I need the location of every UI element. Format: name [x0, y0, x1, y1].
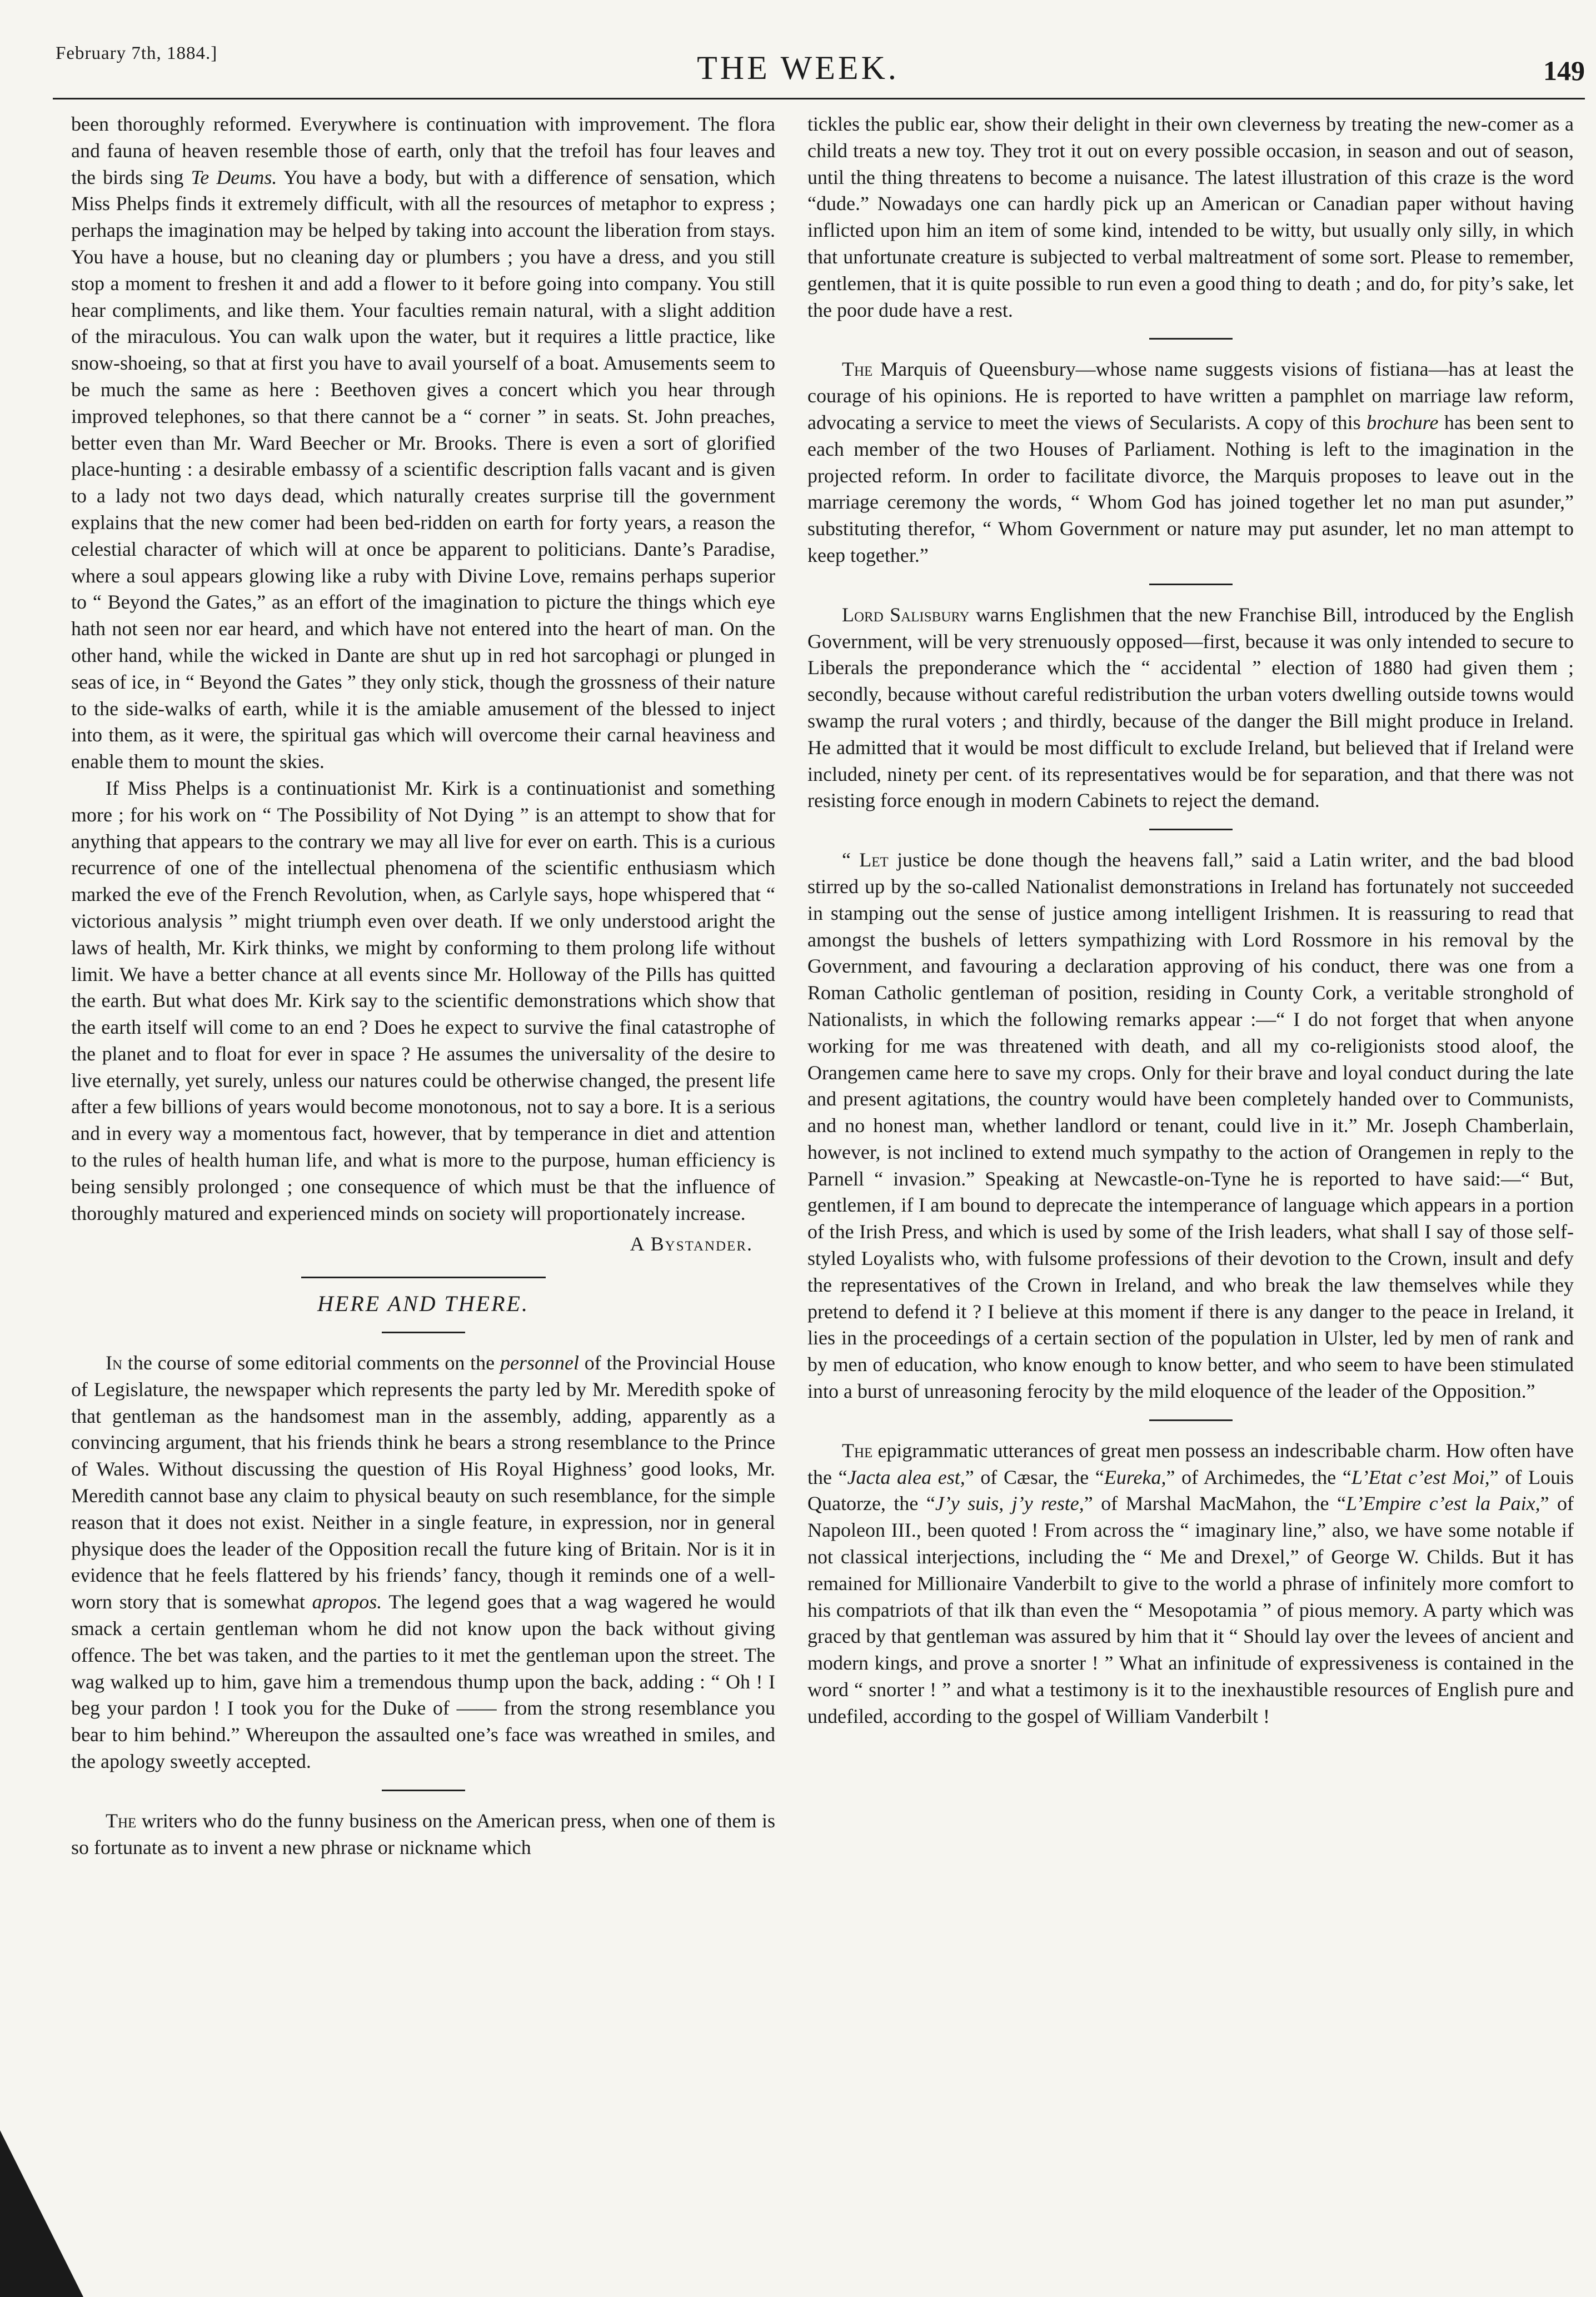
item-divider — [1149, 338, 1233, 340]
page-number: 149 — [1543, 55, 1585, 86]
issue-date: February 7th, 1884.] — [56, 43, 218, 63]
page-header — [0, 0, 1596, 106]
page-edge-shadow — [0, 2130, 83, 2297]
section-divider — [301, 1277, 546, 1278]
item-divider — [1149, 584, 1233, 585]
item-divider — [1149, 1419, 1233, 1421]
dude-item-start: The writers who do the funny business on the American press, when one of them is so fortunate as to invent a new phrase or nickname which — [71, 1809, 775, 1858]
justice-item: “ Let justice be done though the heavens fall,” said a Latin writer, and the bad blood stirred up by the so-called Nationalist demonstrations in Ireland has fortunately not succeeded in stamping out the sense of justice among intelligent Irishmen. It is reassuring to read that amongst the bushels of letters sympathizing with Lord Rossmore in his removal by the Government, and favouring a declaration approving of his conduct, there was one from a Roman Catholic gentleman of position, residing in County Cork, a veritable stronghold of Nationalists, in which the following remarks appear :—“ I do not forget that when anyone working for me was threatened with death, and all my co-religionists stood aloof, the Orangemen came here to save my crops. Only for their brave and loyal conduct during the late and present agitations, the country would have been completely handed over to Communists, and no honest man, whether landlord or tenant, could live in it.” Mr. Joseph Chamberlain, however, is not inclined to extend much sympathy to the action of Orangemen in reply to the Parnell “ invasion.” Speaking at Newcastle-on-Tyne he is reported to have said:—“ But, gentlemen, if I am bound to deprecate the intemperance of language which appears in a portion of the Irish Press, and which is used by some of the Irish leaders, what shall I say of those self-styled Loyalists who, with fulsome professions of their devotion to the Crown, insult and defy the representatives of the Crown in Ireland, and who break the law themselves while they pretend to defend it ? I believe at this moment if there is any danger to the peace in Ireland, it lies in the proceedings of a certain section of the population in Ulster, led by men of rank and by men of education, who know enough to know better, and who seem to have been stimulated into a burst of unreasoning ferocity by the mild eloquence of the leader of the Opposition.” — [807, 849, 1574, 1403]
dude-item-continuation: tickles the public ear, show their delight in their own cleverness by treating the new-comer as a child treats a new toy. They trot it out on every possible occasion, in season and out of season, until the thing threatens to become a nuisance. The latest illustration of this craze is the word “dude.” Nowadays one can hardly pick up an American or Canadian paper without having inflicted upon him an item of some kind, intended to be witty, but usually only silly, in which that unfortunate creature is subjected to verbal maltreatment of some sort. Please to remember, gentlemen, that it is quite possible to run even a good thing to death ; and do, for pity’s sake, let the poor dude have a rest. — [807, 113, 1574, 321]
bystander-signature: A Bystander. — [630, 1233, 753, 1255]
right-column — [807, 111, 1574, 1730]
item-divider — [382, 1332, 465, 1333]
left-column — [71, 111, 775, 1861]
meredith-item: In the course of some editorial comments on the personnel of the Provincial House of Legislature, the newspaper which represents the party led by Mr. Meredith spoke of that gentleman as the handsomest man in the assembly, adding, apparently as a convincing argument, that his friends think he bears a strong resemblance to the Prince of Wales. Without discussing the question of His Royal Highness’ good looks, Mr. Meredith cannot base any claim to physical beauty on such resemblance, for the simple reason that it does not exist. Neither in a single feature, in expression, nor in general physique does the leader of the Opposition recall the future king of Britain. Nor is it in evidence that he feels flattered by his friends’ fancy, though it reminds one of a well-worn story that is somewhat apropos. The legend goes that a wag wagered he would smack a certain gentleman whom he did not know upon the back without giving offence. The bet was taken, and the parties to it met the gentleman upon the street. The wag walked up to him, gave him a tremendous thump upon the back, adding : “ Oh ! I beg your pardon ! I took you for the Duke of —— from the strong resemblance you bear to him behind.” Whereupon the assaulted one’s face was wreathed in smiles, and the apology sweetly accepted. — [71, 1352, 776, 1773]
bystander-paragraph-1: been thoroughly reformed. Everywhere is continuation with improvement. The flora and fauna of heaven resemble those of earth, only that the trefoil has four leaves and the birds sing Te Deums. You have a body, but with a difference of sensation, which Miss Phelps finds it extremely difficult, with all the resources of metaphor to express ; perhaps the imagination may be helped by taking into account the liberation from stays. You have a house, but no cleaning day or plumbers ; you have a dress, and you still stop a moment to freshen it and add a flower to it before going into company. You still hear compliments, and like them. Your faculties remain natural, with a slight addition of the miraculous. You can walk upon the water, but it requires a little practice, like snow-shoeing, so that at first you have to avail yourself of a boat. Amusements seem to be much the same as here : Beethoven gives a concert which you hear through improved telephones, so that there cannot be a “ corner ” in seats. St. John preaches, better even than Mr. Ward Beecher or Mr. Brooks. There is even a sort of glorified place-hunting : a desirable embassy of a scientific description falls vacant and is given to a lady not two days dead, which naturally creates surprise till the government explains that the new comer had been bed-ridden on earth for forty years, a reason the celestial character of which will at once be apparent to politicians. Dante’s Paradise, where a soul appears glowing like a ruby with Divine Love, remains perhaps superior to “ Beyond the Gates,” as an effort of the imagination to picture the things which eye hath not seen nor ear heard, and which have not entered into the heart of man. On the other hand, while the wicked in Dante are shut up in red hot sarcophagi or plunged in seas of ice, in “ Beyond the Gates ” they only stick, though the grossness of their nature to the side-walks of earth, while it is the amiable amusement of the blessed to inject into them, as it were, the spiritual gas which will overcome their carnal heaviness and enable them to mount the skies. — [71, 113, 776, 773]
epigrams-item: The epigrammatic utterances of great men possess an indescribable charm. How often have the “Jacta alea est,” of Cæsar, the “Eureka,” of Archimedes, the “L’Etat c’est Moi,” of Louis Quatorze, the “J’y suis, j’y reste,” of Marshal MacMahon, the “L’Empire c’est la Paix,” of Napoleon III., been quoted ! From across the “ imaginary line,” also, we have some notable if not classical interjections, including the “ Me and Drexel,” of George W. Childs. But it has remained for Millionaire Vanderbilt to give to the world a phrase of infinitely more comfort to his compatriots of that ilk than even the “ Mesopotamia ” of pious memory. A party which was graced by that gentleman was assured by him that it “ Should lay over the levees of ancient and modern kings, and prove a snorter ! ” What an infinitude of expressiveness is contained in the word “ snorter ! ” and what a testimony is it to the inexhaustible resources of English pure and undefiled, according to the gospel of William Vanderbilt ! — [807, 1439, 1574, 1727]
queensbury-item: The Marquis of Queensbury—whose name suggests visions of fistiana—has at least the courage of his opinions. He is reported to have written a pamphlet on marriage law reform, advocating a service to meet the views of Secularists. A copy of this brochure has been sent to each member of the two Houses of Parliament. Nothing is left to the imagination in the projected reform. In order to facilitate divorce, the Marquis proposes to leave out in the marriage ceremony the words, “ Whom God has joined together let no man put asunder,” substituting therefor, “ Whom Government or nature may put asunder, let no man attempt to keep together.” — [807, 358, 1574, 566]
section-title: HERE AND THERE. — [317, 1291, 529, 1317]
masthead-title: THE WEEK. — [697, 49, 899, 86]
item-divider — [382, 1790, 465, 1791]
header-rule — [53, 98, 1585, 99]
item-divider — [1149, 829, 1233, 830]
salisbury-item: Lord Salisbury warns Englishmen that the new Franchise Bill, introduced by the English Government, will be very strenuously opposed—first, because it was only intended to secure to Liberals the preponderance which the “ accidental ” election of 1880 had given them ; secondly, because without careful redistribution the urban voters dwelling outside towns would swamp the rural voters ; and thirdly, because of the danger the Bill might produce in Ireland. He admitted that it would be most difficult to exclude Ireland, but believed that if Ireland were included, ninety per cent. of its representatives would be for separation, and that there was not resisting force enough in modern Cabinets to reject the demand. — [807, 603, 1574, 812]
bystander-paragraph-2: If Miss Phelps is a continuationist Mr. Kirk is a continuationist and something more ; for his work on “ The Possibility of Not Dying ” is an attempt to show that for anything that appears to the contrary we may all live for ever on earth. This is a curious recurrence of one of the intellectual phenomena of the scientific enthusiasm which marked the eve of the French Revolution, when, as Carlyle says, hope whispered that “ victorious analysis ” might triumph even over death. If we only understood aright the laws of health, Mr. Kirk thinks, we might by conforming to them prolong life without limit. We have a better chance at all events since Mr. Holloway of the Pills has quitted the earth. But what does Mr. Kirk say to the scientific demonstrations which show that the earth itself will come to an end ? Does he expect to survive the final catastrophe of the planet and to float for ever in space ? He assumes the universality of the desire to live eternally, yet surely, unless our natures could be otherwise changed, the present life after a few billions of years would become monotonous, not to say a bore. It is a serious and in every way a momentous fact, however, that by temperance in diet and attention to the rules of health human life, and what is more to the purpose, human efficiency is being sensibly prolonged ; one consequence of which must be that the influence of thoroughly matured and experienced minds on society will proportionately increase. — [71, 776, 775, 1224]
